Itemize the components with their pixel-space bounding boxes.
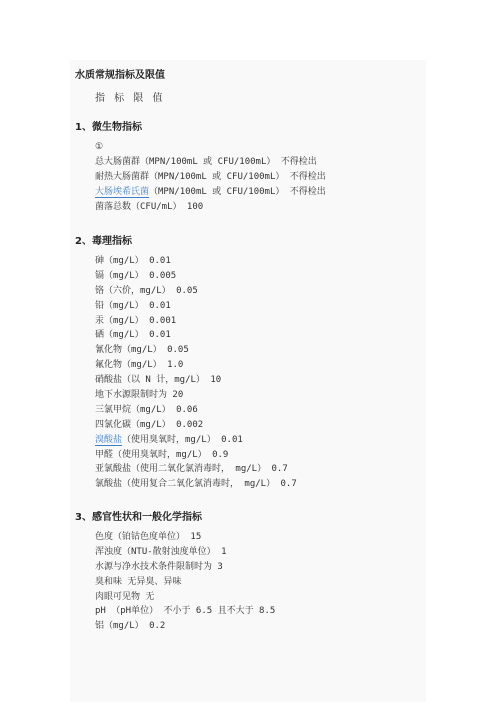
item-text: 铅（mg/L） 0.01 xyxy=(95,300,171,311)
item-text: 三氯甲烷（mg/L） 0.06 xyxy=(95,404,198,415)
item-text: 菌落总数（CFU/mL） 100 xyxy=(95,201,204,212)
section-heading-sensory-chemical: 3、感官性状和一般化学指标 xyxy=(75,512,202,523)
item-text: 甲醛（使用臭氧时，mg/L） 0.9 xyxy=(95,449,229,460)
item-text: 总大肠菌群（MPN/100mL 或 CFU/100mL） 不得检出 xyxy=(95,156,317,167)
list-item xyxy=(95,462,297,477)
item-text: pH （pH单位） 不小于 6.5 且不大于 8.5 xyxy=(95,606,276,617)
column-header: 指 标 限 值 xyxy=(95,93,166,104)
item-text: 汞（mg/L） 0.001 xyxy=(95,315,177,326)
item-text: ① xyxy=(95,142,104,152)
list-item xyxy=(95,433,297,448)
item-text: 臭和味 无异臭、异味 xyxy=(95,576,182,587)
list-item xyxy=(95,560,275,575)
list-item xyxy=(95,343,297,358)
item-text: 四氯化碳（mg/L） 0.002 xyxy=(95,419,204,430)
list-item xyxy=(95,604,275,619)
item-text: 铝（mg/L） 0.2 xyxy=(95,621,166,632)
item-text: 地下水源限制时为 20 xyxy=(95,390,184,401)
item-text: 肉眼可见物 无 xyxy=(95,591,155,602)
list-item xyxy=(95,269,297,284)
item-text: 耐热大肠菌群（MPN/100mL 或 CFU/100mL） 不得检出 xyxy=(95,171,326,182)
list-item xyxy=(95,185,326,200)
item-text: 色度（铂钴色度单位） 15 xyxy=(95,532,202,542)
list-item xyxy=(95,477,297,492)
item-text: 浑浊度（NTU-散射浊度单位） 1 xyxy=(95,546,227,557)
list-item xyxy=(95,200,326,215)
item-text: 硒（mg/L） 0.01 xyxy=(95,330,171,341)
item-text: 氰化物（mg/L） 0.05 xyxy=(95,345,189,356)
list-item xyxy=(95,328,297,343)
item-text: 铬（六价，mg/L） 0.05 xyxy=(95,285,198,296)
list-item xyxy=(95,418,297,433)
item-text: 硝酸盐（以 N 计，mg/L） 10 xyxy=(95,375,222,386)
e-coli-link[interactable]: 大肠埃希氏菌 xyxy=(95,186,150,197)
section-heading-microbiology: 1、微生物指标 xyxy=(75,122,142,133)
list-item xyxy=(95,388,297,403)
item-text: 水源与净水技术条件限制时为 3 xyxy=(95,561,223,572)
section-lines-toxicology xyxy=(95,254,297,492)
list-item xyxy=(95,530,275,545)
section-lines-microbiology xyxy=(95,140,326,214)
list-item xyxy=(95,373,297,388)
item-text: （使用臭氧时，mg/L） 0.01 xyxy=(122,434,243,445)
list-item xyxy=(95,140,326,155)
list-item xyxy=(95,403,297,418)
list-item xyxy=(95,590,275,605)
list-item xyxy=(95,284,297,299)
bromate-link[interactable]: 溴酸盐 xyxy=(95,434,123,445)
document-title: 水质常规指标及限值 xyxy=(75,70,165,81)
section-heading-toxicology: 2、毒理指标 xyxy=(75,236,132,247)
item-text: 氟化物（mg/L） 1.0 xyxy=(95,360,184,371)
list-item xyxy=(95,575,275,590)
list-item xyxy=(95,299,297,314)
list-item xyxy=(95,545,275,560)
list-item xyxy=(95,254,297,269)
list-item xyxy=(95,358,297,373)
list-item xyxy=(95,314,297,329)
list-item xyxy=(95,619,275,634)
item-text: 亚氯酸盐（使用二氧化氯消毒时， mg/L） 0.7 xyxy=(95,464,288,475)
list-item xyxy=(95,170,326,185)
item-text: 镉（mg/L） 0.005 xyxy=(95,270,177,281)
item-text: （MPN/100mL 或 CFU/100mL） 不得检出 xyxy=(149,186,326,197)
item-text: 氯酸盐（使用复合二氧化氯消毒时， mg/L） 0.7 xyxy=(95,479,297,490)
list-item xyxy=(95,448,297,463)
section-lines-sensory-chemical xyxy=(95,530,275,634)
item-text: 砷（mg/L） 0.01 xyxy=(95,256,171,266)
list-item xyxy=(95,155,326,170)
